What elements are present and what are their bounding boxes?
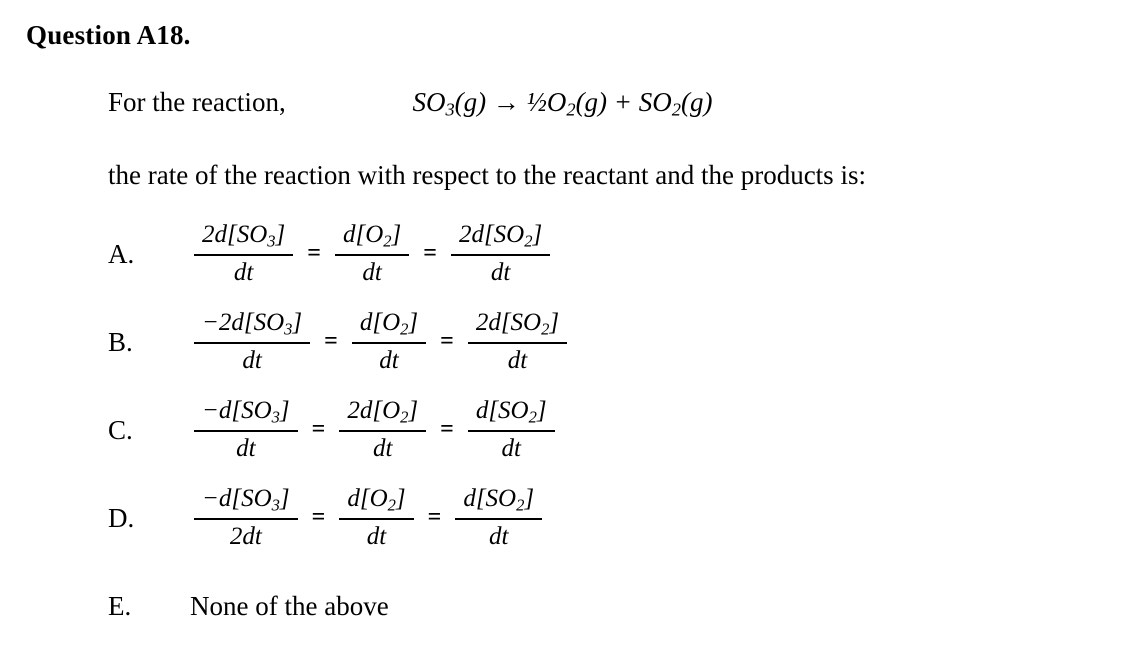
option-d[interactable] (108, 474, 1108, 562)
fraction-denominator: dt (236, 434, 256, 462)
fraction-numerator: $-2d[SO_3]$ (202, 309, 303, 339)
fraction-term (455, 485, 542, 551)
option-a[interactable] (108, 210, 1108, 298)
option-equation (190, 309, 571, 375)
option-b[interactable] (108, 298, 1108, 386)
fraction-numerator: $d[O_2]$ (359, 309, 419, 339)
fraction-term (451, 221, 550, 287)
option-equation (190, 221, 554, 287)
fraction-term (194, 397, 298, 463)
fraction-denominator: dt (373, 434, 393, 462)
fraction-denominator: dt (501, 434, 521, 462)
option-text: None of the above (190, 590, 389, 621)
fraction-term (468, 309, 567, 375)
reaction-equation: $SO_3(g)$ → $\frac{1}{2}O_2(g) + SO_2(g)$ (412, 87, 713, 120)
option-c[interactable] (108, 386, 1108, 474)
stem-line-two: the rate of the reaction with respect to the reactant and the products is: (108, 160, 866, 190)
fraction-numerator: $d[O_2]$ (342, 221, 402, 251)
page-title: Question A18. (26, 20, 191, 50)
fraction-numerator: $d[SO_2]$ (475, 397, 547, 427)
equals-sign: = (427, 504, 442, 531)
equals-sign: = (307, 240, 321, 267)
fraction-term (194, 485, 298, 551)
option-equation (190, 397, 559, 463)
fraction-numerator: $2d[O_2]$ (347, 397, 419, 427)
fraction-numerator: $-d[SO_3]$ (202, 485, 290, 515)
fraction-numerator: $2d[SO_3]$ (202, 221, 286, 251)
equals-sign: = (440, 328, 454, 355)
option-letter: E. (108, 590, 132, 621)
fraction-numerator: $-d[SO_3]$ (202, 397, 290, 427)
stem-intro-text: For the reaction, (108, 87, 286, 117)
fraction-term (339, 397, 426, 463)
equals-sign: = (423, 240, 437, 267)
option-letter: C. (108, 414, 133, 445)
fraction-denominator: dt (233, 258, 254, 286)
fraction-denominator: dt (379, 346, 399, 374)
fraction-term (468, 397, 555, 463)
fraction-denominator: dt (507, 346, 528, 374)
fraction-term (339, 485, 413, 551)
fraction-numerator: $2d[SO_2]$ (475, 309, 560, 339)
fraction-numerator: $d[O_2]$ (347, 485, 406, 515)
fraction-denominator: 2dt (229, 522, 262, 550)
option-letter: D. (108, 502, 135, 533)
fraction-term (194, 309, 310, 375)
equals-sign: = (311, 416, 326, 443)
stem-line-one (108, 87, 712, 121)
fraction-numerator: $d[SO_2]$ (463, 485, 535, 515)
fraction-term (352, 309, 426, 375)
fraction-denominator: dt (362, 258, 382, 286)
fraction-numerator: $2d[SO_2]$ (458, 221, 543, 251)
option-e[interactable] (108, 562, 1108, 650)
fraction-term (335, 221, 409, 287)
option-equation (190, 485, 546, 551)
fraction-term (194, 221, 293, 287)
equals-sign: = (440, 416, 454, 443)
fraction-denominator: dt (242, 346, 262, 374)
equals-sign: = (311, 504, 326, 531)
option-letter: A. (108, 238, 135, 269)
options-list (108, 210, 1108, 650)
fraction-denominator: dt (490, 258, 511, 286)
equals-sign: = (324, 328, 338, 355)
fraction-denominator: dt (366, 522, 387, 550)
option-letter: B. (108, 326, 133, 357)
fraction-denominator: dt (488, 522, 509, 550)
